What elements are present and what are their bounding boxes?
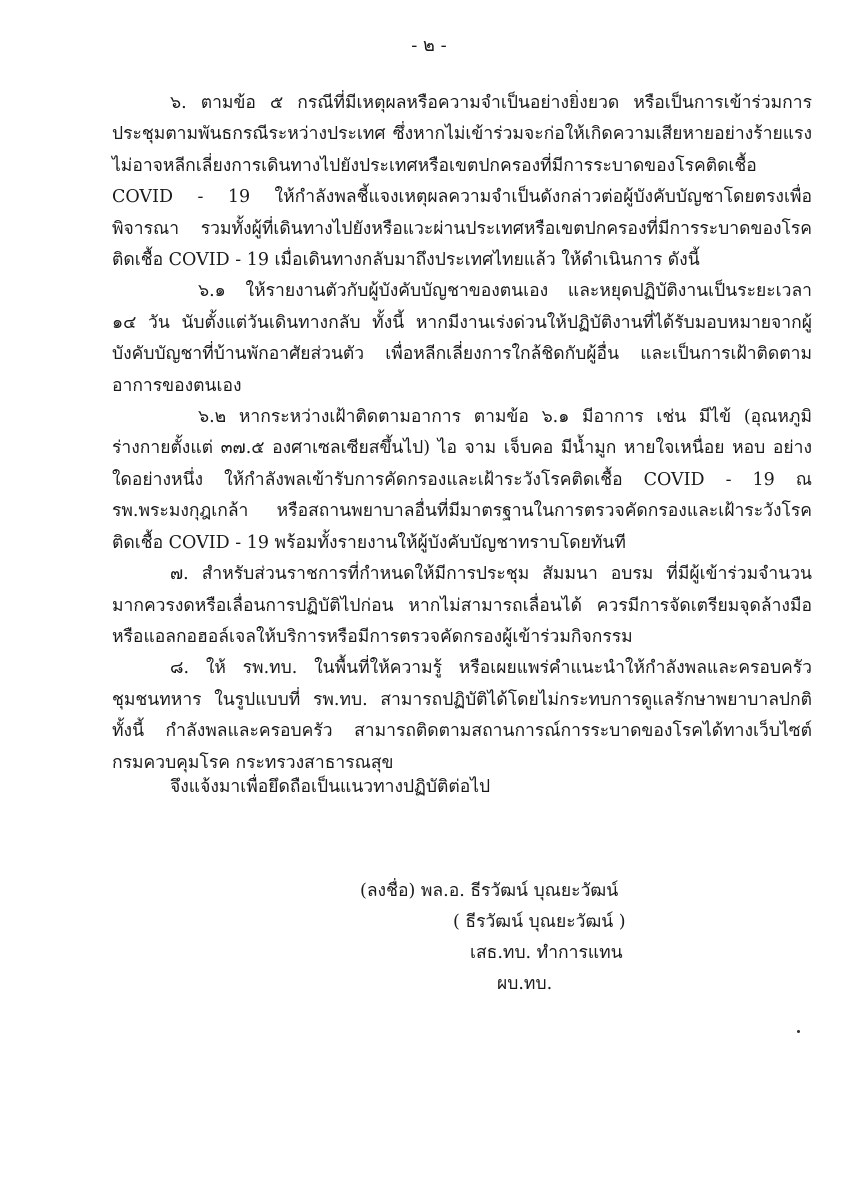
scan-dot-mark xyxy=(797,1030,800,1033)
document-body xyxy=(112,88,812,779)
signed-name: (ลงชื่อ) พล.อ. ธีรวัฒน์ บุณยะวัฒน์ xyxy=(360,881,619,901)
paragraph-6-2: ๖.๒ หากระหว่างเฝ้าติดตามอาการ ตามข้อ ๖.๑ มีอาการ เช่น มีไข้ (อุณหภูมิร่างกายตั้งแต่ ๓๗.๕ องศาเซลเซียสขึ้นไป) ไอ จาม เจ็บคอ มีน้ำมูก หายใจเหนื่อย หอบ อย่างใดอย่างหนึ่ง ให้กำลังพลเข้ารับการคัดกรองและเฝ้าระวังโรคติดเชื้อ COVID - 19 ณ รพ.พระมงกุฎเกล้า หรือสถานพยาบาลอื่นที่มีมาตรฐานในการตรวจคัดกรองและเฝ้าระวังโรคติดเชื้อ COVID - 19 พร้อมทั้งรายงานให้ผู้บังคับบัญชาทราบโดยทันที xyxy=(112,407,812,553)
page-number: - ๒ - xyxy=(411,35,447,56)
paragraph-6-1: ๖.๑ ให้รายงานตัวกับผู้บังคับบัญชาของตนเอง และหยุดปฏิบัติงานเป็นระยะเวลา ๑๔ วัน นับตั้งแต่วันเดินทางกลับ ทั้งนี้ หากมีงานเร่งด่วนให้ปฏิบัติงานที่ได้รับมอบหมายจากผู้บังคับบัญชาที่บ้านพักอาศัยส่วนตัว เพื่อหลีกเลี่ยงการใกล้ชิดกับผู้อื่น และเป็นการเฝ้าติดตามอาการของตนเอง xyxy=(112,281,812,396)
signatory-position: เสธ.ทบ. ทำการแทน xyxy=(470,943,623,963)
signature-block xyxy=(360,876,680,1000)
paragraph-7: ๗. สำหรับส่วนราชการที่กำหนดให้มีการประชุม สัมมนา อบรม ที่มีผู้เข้าร่วมจำนวนมากควรงดหรือเลื่อนการปฏิบัติไปก่อน หากไม่สามารถเลื่อนได้ ควรมีการจัดเตรียมจุดล้างมือหรือแอลกอฮอล์เจลให้บริการหรือมีการตรวจคัดกรองผู้เข้าร่วมกิจกรรม xyxy=(112,564,812,647)
paragraph-8: ๘. ให้ รพ.ทบ. ในพื้นที่ให้ความรู้ หรือเผยแพร่คำแนะนำให้กำลังพลและครอบครัวชุมชนทหาร ในรูปแบบที่ รพ.ทบ. สามารถปฏิบัติได้โดยไม่กระทบการดูแลรักษาพยาบาลปกติ ทั้งนี้ กำลังพลและครอบครัว สามารถติดตามสถานการณ์การระบาดของโรคได้ทางเว็บไซต์ กรมควบคุมโรค กระทรวงสาธารณสุข xyxy=(112,658,812,773)
closing-statement: จึงแจ้งมาเพื่อยึดถือเป็นแนวทางปฏิบัติต่อไป xyxy=(170,777,491,797)
printed-name: ( ธีรวัฒน์ บุณยะวัฒน์ ) xyxy=(453,912,626,932)
paragraph-6: ๖. ตามข้อ ๕ กรณีที่มีเหตุผลหรือความจำเป็นอย่างยิ่งยวด หรือเป็นการเข้าร่วมการประชุมตามพันธกรณีระหว่างประเทศ ซึ่งหากไม่เข้าร่วมจะก่อให้เกิดความเสียหายอย่างร้ายแรง ไม่อาจหลีกเลี่ยงการเดินทางไปยังประเทศหรือเขตปกครองที่มีการระบาดของโรคติดเชื้อ COVID - 19 ให้กำลังพลชี้แจงเหตุผลความจำเป็นดังกล่าวต่อผู้บังคับบัญชาโดยตรงเพื่อพิจารณา รวมทั้งผู้ที่เดินทางไปยังหรือแวะผ่านประเทศหรือเขตปกครองที่มีการระบาดของโรคติดเชื้อ COVID - 19 เมื่อเดินทางกลับมาถึงประเทศไทยแล้ว ให้ดำเนินการ ดังนี้ xyxy=(112,93,812,271)
on-behalf-of: ผบ.ทบ. xyxy=(497,974,553,994)
